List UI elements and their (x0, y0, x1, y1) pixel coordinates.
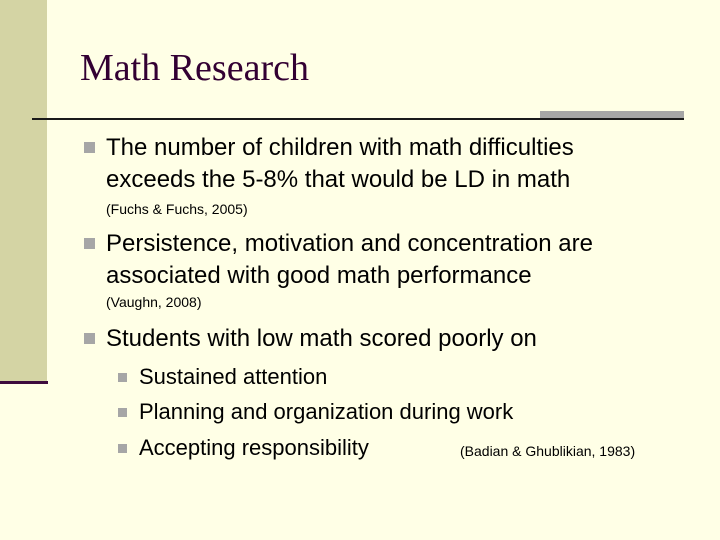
bullet-1-citation: (Fuchs & Fuchs, 2005) (106, 201, 248, 217)
sub-item-2 (139, 397, 513, 427)
bullet-2-line-2: associated with good math performance (106, 262, 532, 289)
square-bullet-icon (84, 238, 95, 249)
bullet-3 (106, 323, 537, 355)
bullet-2-citation: (Vaughn, 2008) (106, 294, 202, 310)
square-bullet-icon (84, 142, 95, 153)
left-accent-underline (0, 381, 48, 384)
sub-item-3-text: Accepting responsibility (139, 435, 369, 460)
bullet-2 (106, 228, 593, 292)
bullet-3-line-1: Students with low math scored poorly on (106, 325, 537, 352)
sub-item-1 (139, 362, 327, 392)
left-accent-bar (0, 0, 47, 384)
square-bullet-icon (84, 333, 95, 344)
sub-item-3 (139, 433, 369, 463)
slide-title: Math Research (80, 47, 309, 89)
bullet-1-line-2: exceeds the 5-8% that would be LD in math (106, 166, 571, 193)
sub-item-2-text: Planning and organization during work (139, 399, 514, 424)
bullet-2-line-1: Persistence, motivation and concentration are (106, 230, 593, 257)
square-bullet-icon (118, 408, 127, 417)
square-bullet-icon (118, 373, 127, 382)
square-bullet-icon (118, 444, 127, 453)
title-rule (32, 118, 684, 120)
bullet-1-line-1: The number of children with math difficulties (106, 134, 574, 161)
bullet-1 (106, 132, 574, 196)
sub-item-citation: (Badian & Ghublikian, 1983) (460, 443, 636, 459)
title-rule-accent (540, 111, 684, 118)
sub-item-1-text: Sustained attention (139, 364, 328, 389)
